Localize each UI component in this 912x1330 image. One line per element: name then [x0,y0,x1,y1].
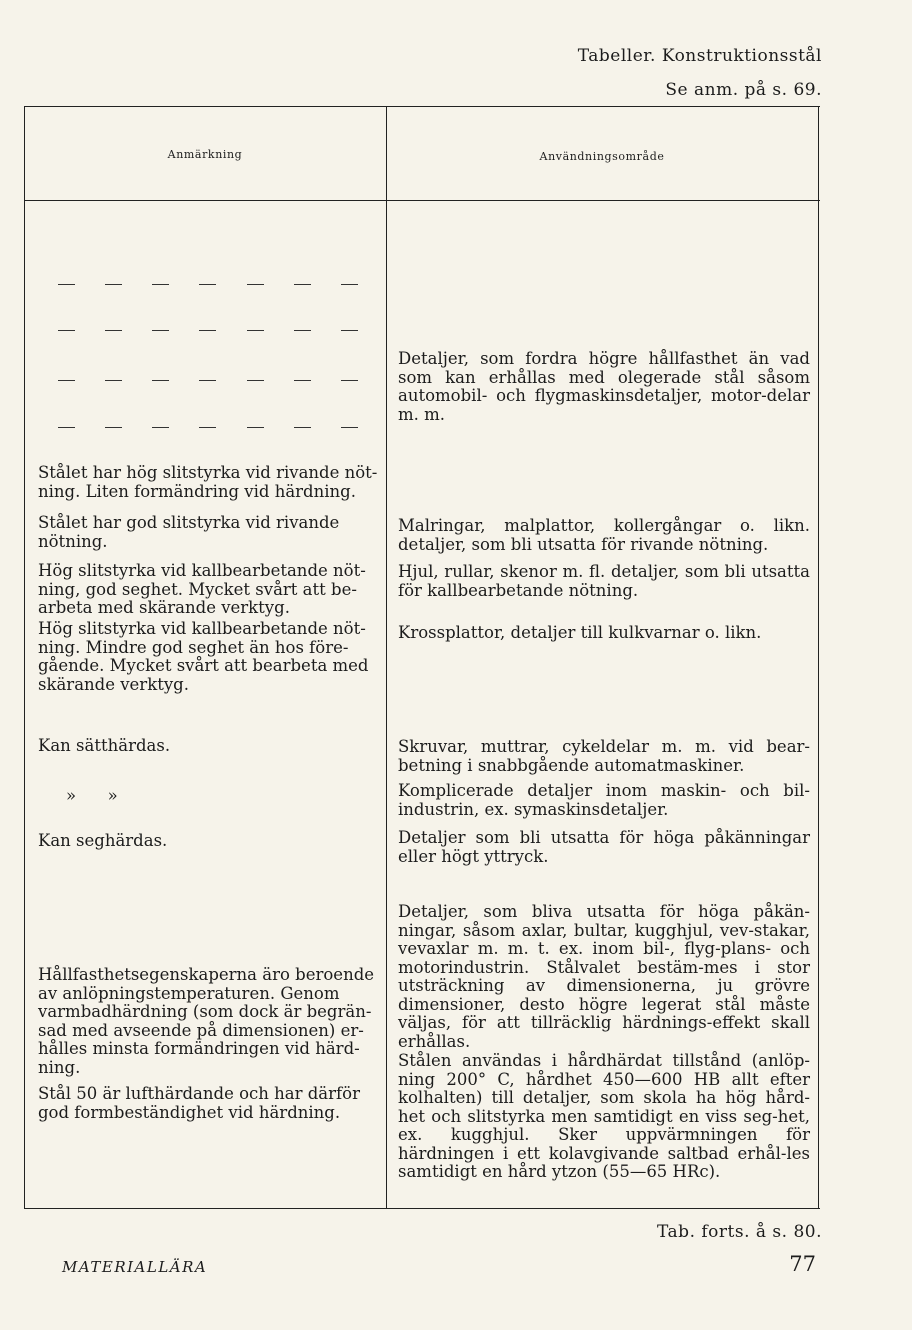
dash-row [58,330,358,331]
dash-row [58,380,358,381]
remark-high-wear: Stålet har hög slitstyrka vid rivande nöt-ning. Liten formändring vid härdning. [38,463,378,501]
usage-aircraft-parts: Detaljer, som fordra högre hållfasthet än vad som kan erhållas med olegerade stål såsom automobil- och flygmaskinsdetaljer, motor-delar m. m. [398,349,810,424]
book-title-footer: MATERIALLÄRA [62,1258,208,1276]
remark-cold-wear-less-tough: Hög slitstyrka vid kallbearbetande nöt-ning. Mindre god seghet än hos före-gående. Mycket svårt att bearbeta med skärande verktyg. [38,619,369,694]
column-divider [386,106,387,1208]
remark-cold-wear-tough: Hög slitstyrka vid kallbearbetande nöt-ning, god seghet. Mycket svårt att be-arbeta med skärande verktyg. [38,561,366,617]
usage-crusher-plates: Krossplattor, detaljer till kulkvarnar o. likn. [398,623,762,642]
usage-high-stress: Detaljer som bli utsatta för höga påkänningar eller högt yttryck. [398,828,810,866]
header-bottom-rule [24,200,820,201]
column-header-usage: Användningsområde [539,150,665,163]
remark-case-hardening: Kan sätthärdas. [38,736,171,755]
dash-row [58,427,358,428]
table-top-rule [24,106,820,107]
table-left-rule [24,106,25,1208]
dash-row [58,284,358,285]
table-right-rule [818,106,819,1208]
remark-steel-50: Stål 50 är lufthärdande och har därför god formbeständighet vid härdning. [38,1084,360,1122]
table-bottom-rule [24,1208,820,1209]
remark-tempering: Kan seghärdas. [38,831,168,850]
usage-axles-gears: Detaljer, som bliva utsatta för höga påkän-ningar, såsom axlar, bultar, kugghjul, vev-stakar, vevaxlar m. m. t. ex. inom bil-, flyg-plans- och motorindustrin. Stålvalet bestäm-mes i stor utsträckning av dimensionerna, ju grövre dimensioner, desto högre legerat stål måste väljas, för att tillräcklig härdnings-effekt skall erhållas. [398,902,810,1051]
page-number: 77 [789,1252,816,1276]
see-note: Se anm. på s. 69. [665,80,822,100]
page-header-title: Tabeller. Konstruktionsstål [577,46,822,66]
remark-good-wear: Stålet har god slitstyrka vid rivande nötning. [38,513,340,551]
usage-grinding-rings: Malringar, malplattor, kollergångar o. likn. detaljer, som bli utsatta för rivande nötning. [398,516,810,554]
column-header-remark: Anmärkning [167,148,243,161]
usage-screws-nuts: Skruvar, muttrar, cykeldelar m. m. vid bear-betning i snabbgående automatmaskiner. [398,737,810,775]
usage-hardened-state: Stålen användas i hårdhärdat tillstånd (anlöp-ning 200° C, hårdhet 450—600 HB allt efter kolhalten) till detaljer, som skola ha hög hård-het och slitstyrka men samtidigt en viss seg-het, ex. kugghjul. Sker uppvärmningen för härdningen i ett kolavgivande saltbad erhål-les samtidigt en hård ytzon (55—65 HRc). [398,1051,810,1181]
remark-ditto-marks: » » [66,786,118,805]
remark-strength-properties: Hållfasthetsegenskaperna äro beroende av anlöpningstemperaturen. Genom varmbadhärdning (som dock är begrän-sad med avseende på dimensionen) er-hålles minsta formändringen vid härd-ning. [38,965,375,1077]
usage-wheels-rails: Hjul, rullar, skenor m. fl. detaljer, som bli utsatta för kallbearbetande nötning. [398,562,810,600]
usage-complex-parts: Komplicerade detaljer inom maskin- och bil-industrin, ex. symaskinsdetaljer. [398,781,810,819]
table-continued-note: Tab. forts. å s. 80. [657,1222,822,1242]
